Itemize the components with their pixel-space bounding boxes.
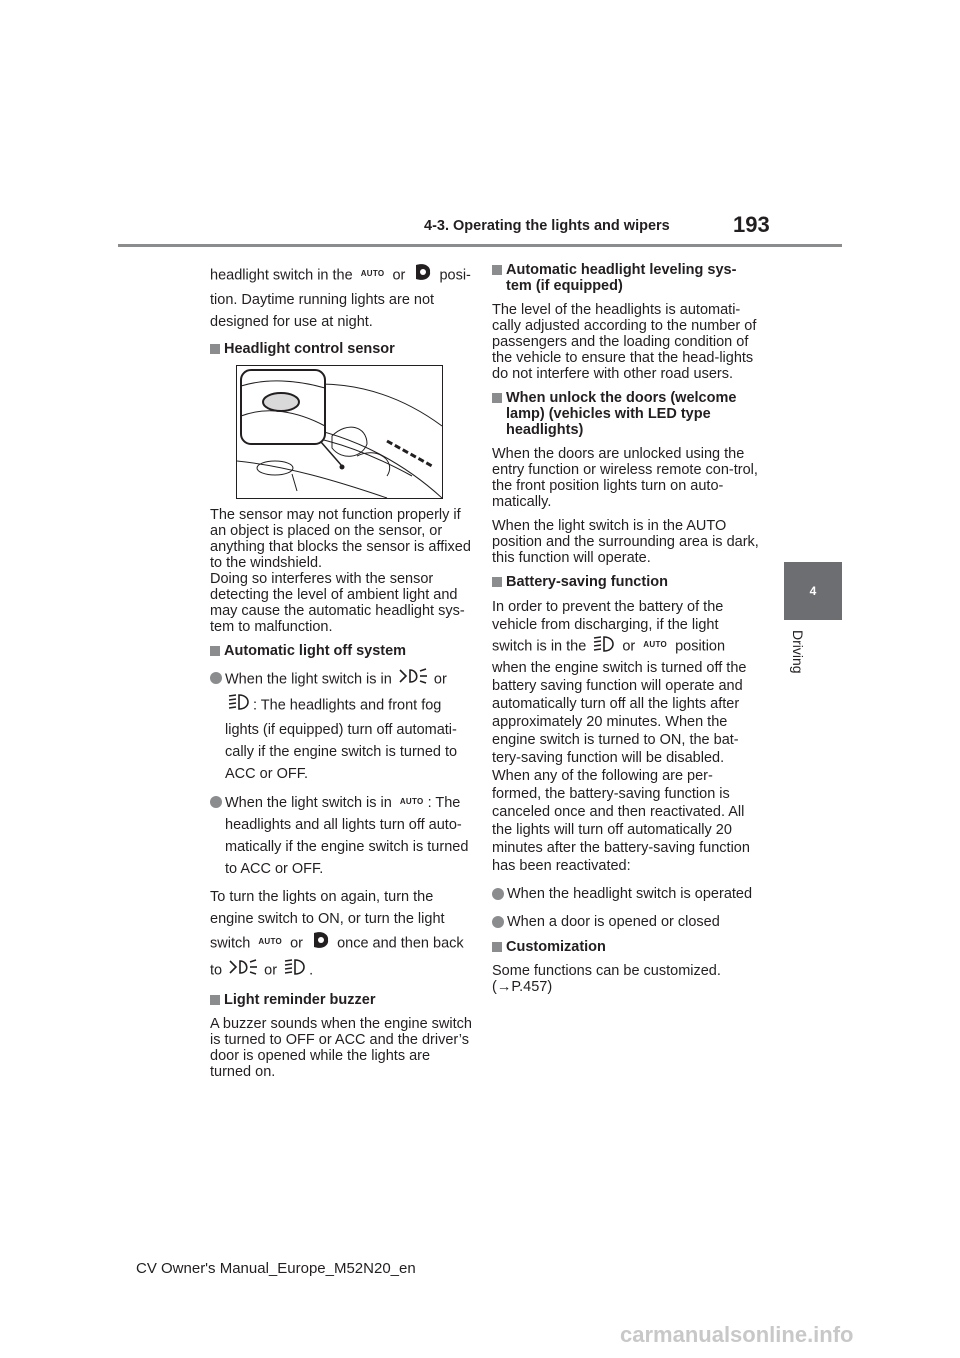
intro-text-c: tion. Daytime running lights are not designed for use at night.: [210, 292, 435, 330]
low-beam-symbol-icon: [411, 262, 433, 289]
welcome-heading: When unlock the doors (welcome lamp) (vehicles with LED type headlights): [492, 390, 760, 438]
auto-icon: AUTO: [258, 937, 283, 947]
chapter-number: 4: [809, 584, 817, 598]
battery-heading: Battery-saving function: [492, 574, 760, 590]
sensor-heading: Headlight control sensor: [210, 341, 472, 357]
list-item: When a door is opened or closed: [492, 911, 760, 933]
section-title: 4-3. Operating the lights and wipers: [424, 218, 670, 234]
list-item: When the headlight switch is operated: [492, 883, 760, 905]
dashboard-sensor-image: [237, 366, 442, 498]
header-divider: [118, 244, 842, 247]
sensor-description: The sensor may not function properly if an object is placed on the sensor, or anything that blocks the sensor is affixed to the windshield. Doing so interferes with the sensor detecting the level of ambient light and may cause the automatic headlight sys-tem to malfunction.: [210, 507, 471, 635]
intro-text: headlight switch in the: [210, 267, 353, 284]
heading-square-icon: [492, 942, 502, 952]
customization-description: Some functions can be customized. (→P.457): [492, 963, 721, 995]
leveling-heading: Automatic headlight leveling sys-tem (if equipped): [492, 262, 760, 294]
right-column: [492, 262, 760, 1003]
page-number: 193: [733, 212, 770, 237]
auto-icon: AUTO: [360, 269, 385, 279]
buzzer-description: A buzzer sounds when the engine switch is turned to OFF or ACC and the driver’s door is opened while the lights are turned on.: [210, 1016, 472, 1080]
headlight-icon: [592, 634, 616, 659]
battery-description: In order to prevent the battery of the vehicle from discharging, if the light switch is in the or AUTO position when the engine switch is turned off the battery saving function will operate and automatically turn off all the lights after approximately 20 minutes. When the engine switch is turned to ON, the bat-tery-saving function will be disabled. When any of the following are per-formed, the battery-saving function is canceled once and then reactivated. All the lights will turn off automatically 20 minutes after the battery-saving function has been reactivated:: [492, 599, 750, 874]
position-light-icon: [228, 958, 258, 983]
headlight-icon: [227, 692, 251, 719]
customization-heading: Customization: [492, 939, 760, 955]
page-reference-link[interactable]: (→P.457): [492, 979, 553, 995]
intro-or: or: [392, 267, 406, 284]
heading-square-icon: [492, 265, 502, 275]
auto-icon: AUTO: [643, 640, 668, 650]
intro-text-b: posi-: [439, 267, 471, 284]
buzzer-heading: Light reminder buzzer: [210, 992, 472, 1008]
leveling-description: The level of the headlights is automati-cally adjusted according to the number of passengers and the loading condition of the vehicle to ensure that the head-lights do not interfere with other road users.: [492, 302, 757, 382]
auto-icon: AUTO: [399, 797, 424, 806]
position-light-icon: [398, 667, 428, 692]
watermark: carmanualsonline.info: [620, 1322, 854, 1347]
intro-paragraph: [210, 262, 472, 333]
bullet-icon: [492, 888, 504, 900]
chapter-label: Driving: [790, 630, 806, 674]
heading-square-icon: [210, 646, 220, 656]
turn-on-paragraph: To turn the lights on again, turn the engine switch to ON, or turn the light switch AUTO or once and then back to or .: [210, 886, 472, 984]
bullet-icon: [492, 916, 504, 928]
heading-square-icon: [210, 344, 220, 354]
welcome-description-1: When the doors are unlocked using the entry function or wireless remote con-trol, the front position lights turn on auto-matically.: [492, 446, 758, 510]
welcome-description-2: When the light switch is in the AUTO position and the surrounding area is dark, this function will operate.: [492, 518, 759, 566]
sensor-illustration: [236, 365, 443, 499]
auto-off-heading: Automatic light off system: [210, 643, 472, 659]
low-beam-symbol-icon: [309, 930, 331, 957]
bullet-icon: [210, 796, 222, 808]
heading-square-icon: [492, 393, 502, 403]
chapter-tab: [784, 562, 842, 620]
heading-square-icon: [210, 995, 220, 1005]
heading-square-icon: [492, 577, 502, 587]
list-item: When the light switch is in or : The headlights and front fog lights (if equipped) turn off automati-cally if the engine switch is turned to ACC or OFF.: [210, 667, 472, 785]
list-item: When the light switch is in AUTO : The headlights and all lights turn off auto-matically if the engine switch is turned to ACC or OFF.: [210, 791, 472, 880]
left-column: [210, 262, 472, 1088]
headlight-icon: [283, 957, 307, 984]
footer-text: CV Owner's Manual_Europe_M52N20_en: [136, 1260, 416, 1277]
bullet-icon: [210, 672, 222, 684]
